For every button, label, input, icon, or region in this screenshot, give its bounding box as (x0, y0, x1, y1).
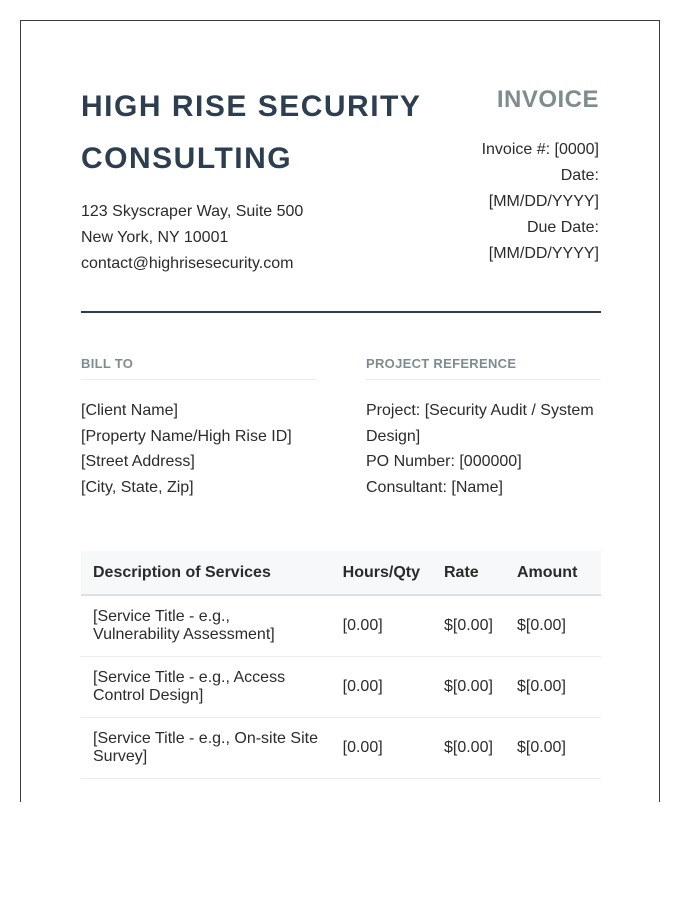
bill-to-street-address: [Street Address] (81, 453, 195, 470)
service-hours-qty: [0.00] (331, 657, 432, 718)
invoice-date-label: Date: (560, 167, 599, 184)
bill-to-city-state-zip: [City, State, Zip] (81, 478, 194, 496)
column-header-amount: Amount (505, 551, 601, 595)
project-reference-lines (366, 398, 601, 500)
company-address-line2: New York, NY 10001 (81, 229, 229, 246)
bill-to-section (81, 355, 317, 500)
bill-to-client-name: [Client Name] (81, 402, 178, 419)
invoice-meta-block (439, 85, 599, 267)
service-hours-qty: [0.00] (331, 595, 432, 657)
service-description: [Service Title - e.g., On-site Site Survey] (81, 718, 331, 779)
po-number-line: PO Number: [000000] (366, 453, 522, 470)
invoice-date-value: [MM/DD/YYYY] (488, 193, 599, 210)
bill-to-heading: BILL TO (81, 355, 317, 380)
invoice-page (20, 20, 660, 802)
project-reference-heading: PROJECT REFERENCE (366, 355, 601, 380)
table-row (81, 718, 601, 779)
service-rate: $[0.00] (432, 657, 505, 718)
service-rate: $[0.00] (432, 718, 505, 779)
service-amount: $[0.00] (505, 657, 601, 718)
company-address-line1: 123 Skyscraper Way, Suite 500 (81, 203, 304, 220)
service-rate: $[0.00] (432, 595, 505, 657)
service-description: [Service Title - e.g., Access Control Design] (81, 657, 331, 718)
invoice-number: Invoice #: [0000] (481, 141, 599, 158)
project-reference-section (366, 355, 601, 500)
invoice-due-date-label: Due Date: (526, 219, 599, 236)
company-name: HIGH RISE SECURITY CONSULTING (81, 90, 421, 175)
bill-to-lines (81, 398, 317, 500)
company-address (81, 199, 303, 277)
service-hours-qty: [0.00] (331, 718, 432, 779)
company-email: contact@highrisesecurity.com (81, 255, 294, 272)
table-row (81, 595, 601, 657)
invoice-due-date-value: [MM/DD/YYYY] (488, 245, 599, 262)
header-divider (81, 311, 601, 313)
bill-to-property-name: [Property Name/High Rise ID] (81, 427, 292, 445)
service-amount: $[0.00] (505, 718, 601, 779)
consultant-line: Consultant: [Name] (366, 478, 503, 496)
invoice-meta (439, 137, 599, 267)
column-header-description: Description of Services (81, 551, 331, 595)
service-amount: $[0.00] (505, 595, 601, 657)
project-line: Project: [Security Audit / System Design] (366, 402, 594, 445)
invoice-title: INVOICE (496, 86, 599, 113)
service-description: [Service Title - e.g., Vulnerability Assessment] (81, 595, 331, 657)
services-table-header-row (81, 551, 601, 595)
table-row (81, 657, 601, 718)
services-table (81, 551, 601, 779)
column-header-hours-qty: Hours/Qty (331, 551, 432, 595)
column-header-rate: Rate (432, 551, 505, 595)
